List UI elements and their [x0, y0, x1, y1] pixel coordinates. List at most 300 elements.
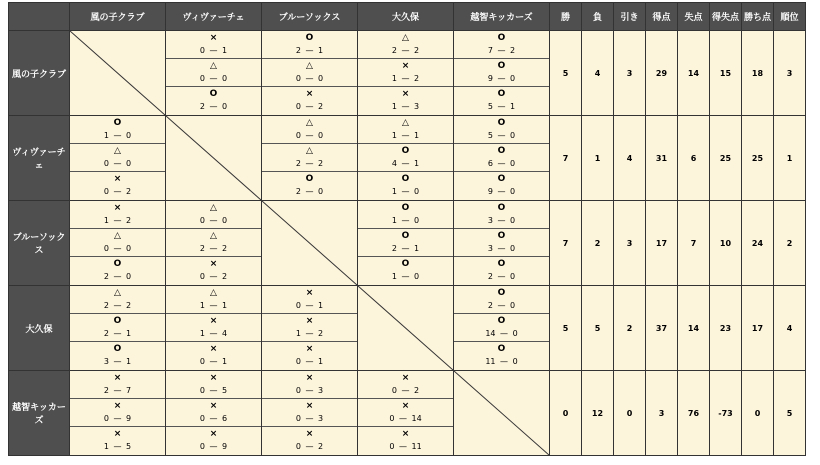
result-mark: × — [113, 373, 122, 383]
score-against: 3 — [414, 102, 420, 111]
score-for: 9 — [487, 74, 493, 83]
result-mark: △ — [210, 61, 217, 71]
score-against: 0 — [126, 159, 132, 168]
game-score — [262, 386, 357, 396]
stat-cell: 5 — [582, 286, 614, 371]
score-dash: — — [401, 244, 410, 253]
stat-cell: 25 — [742, 116, 774, 201]
score-for: 0 — [103, 187, 109, 196]
score-against: 7 — [126, 386, 132, 395]
game-score — [166, 386, 261, 396]
column-header: 大久保 — [358, 3, 454, 31]
stat-cell: 3 — [614, 31, 646, 116]
team-row — [9, 371, 806, 456]
corner-header-cell — [9, 3, 70, 31]
score-against: 0 — [126, 244, 132, 253]
game-score — [454, 357, 549, 367]
team-row — [9, 31, 806, 116]
score-dash: — — [209, 442, 218, 451]
score-against: 2 — [126, 216, 132, 225]
result-mark: O — [401, 174, 410, 184]
score-for: 0 — [103, 414, 109, 423]
column-header: 風の子クラブ — [70, 3, 166, 31]
score-dash: — — [209, 102, 218, 111]
game-result — [358, 172, 453, 200]
score-against: 0 — [414, 187, 420, 196]
game-score — [454, 102, 549, 112]
score-dash: — — [113, 187, 122, 196]
score-against: 5 — [126, 442, 132, 451]
game-score — [262, 187, 357, 197]
score-for: 5 — [487, 102, 493, 111]
score-for: 2 — [199, 102, 205, 111]
game-result — [70, 342, 165, 370]
score-for: 2 — [295, 46, 301, 55]
score-dash: — — [305, 386, 314, 395]
stat-cell: 2 — [774, 201, 806, 286]
score-dash: — — [113, 272, 122, 281]
stat-cell: 3 — [614, 201, 646, 286]
game-score — [454, 159, 549, 169]
score-for: 2 — [103, 272, 109, 281]
result-mark: △ — [402, 33, 409, 43]
score-against: 1 — [318, 301, 324, 310]
stat-cell: 5 — [550, 286, 582, 371]
game-score — [166, 46, 261, 56]
header-row — [9, 3, 806, 31]
game-score — [454, 74, 549, 84]
result-mark: × — [113, 401, 122, 411]
score-against: 2 — [318, 159, 324, 168]
result-mark: O — [209, 89, 218, 99]
team-row — [9, 286, 806, 371]
game-score — [262, 74, 357, 84]
score-against: 0 — [318, 187, 324, 196]
stat-cell: 17 — [742, 286, 774, 371]
result-mark: × — [209, 344, 218, 354]
game-result — [454, 257, 549, 285]
score-against: 2 — [510, 46, 516, 55]
score-against: 0 — [126, 131, 132, 140]
score-against: 0 — [414, 216, 420, 225]
game-result — [454, 314, 549, 342]
score-dash: — — [497, 46, 506, 55]
score-for: 0 — [295, 301, 301, 310]
stat-cell: 7 — [550, 116, 582, 201]
game-score — [166, 272, 261, 282]
score-against: 11 — [411, 442, 422, 451]
score-for: 1 — [391, 272, 397, 281]
result-mark: O — [497, 344, 506, 354]
score-against: 1 — [414, 244, 420, 253]
game-result — [358, 399, 453, 427]
score-for: 1 — [199, 329, 205, 338]
score-for: 1 — [391, 216, 397, 225]
score-against: 0 — [512, 357, 518, 366]
game-result — [358, 31, 453, 59]
game-score — [70, 159, 165, 169]
stat-cell: 7 — [550, 201, 582, 286]
score-dash: — — [113, 301, 122, 310]
stat-cell: 3 — [646, 371, 678, 456]
game-result — [454, 31, 549, 59]
score-dash: — — [398, 442, 407, 451]
stat-cell: 5 — [550, 31, 582, 116]
game-score — [166, 244, 261, 254]
game-result — [70, 286, 165, 314]
game-result — [262, 144, 357, 172]
result-mark: × — [401, 89, 410, 99]
score-dash: — — [113, 414, 122, 423]
game-result — [166, 31, 261, 59]
game-score — [358, 244, 453, 254]
column-header: 勝 — [550, 3, 582, 31]
game-score — [70, 414, 165, 424]
game-result — [262, 314, 357, 342]
column-header: 得点 — [646, 3, 678, 31]
score-dash: — — [113, 357, 122, 366]
score-against: 2 — [222, 272, 228, 281]
result-mark: △ — [306, 61, 313, 71]
game-score — [358, 216, 453, 226]
score-against: 2 — [414, 386, 420, 395]
game-score — [358, 442, 453, 452]
game-result — [262, 371, 357, 399]
column-header: 順位 — [774, 3, 806, 31]
score-for: 0 — [199, 414, 205, 423]
game-score — [166, 329, 261, 339]
stat-cell: 10 — [710, 201, 742, 286]
score-for: 2 — [295, 159, 301, 168]
result-mark: × — [305, 89, 314, 99]
game-result — [70, 399, 165, 427]
score-dash: — — [401, 386, 410, 395]
result-mark: O — [497, 316, 506, 326]
score-against: 0 — [510, 187, 516, 196]
game-result — [454, 116, 549, 144]
match-result-cell — [454, 116, 550, 201]
score-for: 5 — [487, 131, 493, 140]
stat-cell: 37 — [646, 286, 678, 371]
score-against: 2 — [318, 442, 324, 451]
score-dash: — — [113, 244, 122, 253]
score-for: 0 — [199, 216, 205, 225]
score-dash: — — [113, 329, 122, 338]
game-score — [358, 74, 453, 84]
game-result — [262, 59, 357, 87]
result-mark: × — [113, 429, 122, 439]
game-result — [166, 229, 261, 257]
score-dash: — — [305, 329, 314, 338]
score-dash: — — [500, 329, 509, 338]
score-against: 1 — [318, 357, 324, 366]
result-mark: O — [497, 61, 506, 71]
game-result — [166, 201, 261, 229]
game-result — [262, 172, 357, 200]
score-against: 0 — [222, 216, 228, 225]
result-mark: △ — [114, 288, 121, 298]
game-score — [70, 187, 165, 197]
score-dash: — — [305, 187, 314, 196]
match-result-cell — [454, 286, 550, 371]
match-result-cell — [262, 371, 358, 456]
score-dash: — — [401, 272, 410, 281]
game-score — [70, 442, 165, 452]
result-mark: × — [305, 373, 314, 383]
score-dash: — — [209, 46, 218, 55]
game-result — [454, 172, 549, 200]
result-mark: × — [209, 316, 218, 326]
score-against: 0 — [510, 272, 516, 281]
game-result — [454, 286, 549, 314]
score-dash: — — [398, 414, 407, 423]
result-mark: × — [209, 401, 218, 411]
game-score — [70, 272, 165, 282]
score-for: 1 — [103, 131, 109, 140]
game-result — [166, 427, 261, 455]
game-score — [166, 301, 261, 311]
game-result — [358, 229, 453, 257]
game-result — [166, 314, 261, 342]
result-mark: O — [401, 203, 410, 213]
score-dash: — — [497, 74, 506, 83]
score-dash: — — [209, 301, 218, 310]
stat-cell: 4 — [582, 31, 614, 116]
column-header: 越智キッカーズ — [454, 3, 550, 31]
column-header: 引き — [614, 3, 646, 31]
game-score — [454, 187, 549, 197]
score-against: 0 — [510, 216, 516, 225]
score-for: 0 — [295, 386, 301, 395]
score-for: 4 — [391, 159, 397, 168]
game-score — [358, 102, 453, 112]
score-dash: — — [305, 414, 314, 423]
score-against: 3 — [318, 386, 324, 395]
score-dash: — — [113, 216, 122, 225]
result-mark: O — [113, 118, 122, 128]
score-for: 2 — [103, 386, 109, 395]
team-name-cell: ヴィヴァーチェ — [9, 116, 70, 201]
score-dash: — — [497, 102, 506, 111]
game-result — [262, 31, 357, 59]
game-score — [70, 301, 165, 311]
score-dash: — — [113, 159, 122, 168]
column-header: 失点 — [678, 3, 710, 31]
score-dash: — — [497, 187, 506, 196]
score-against: 9 — [126, 414, 132, 423]
result-mark: △ — [402, 118, 409, 128]
game-score — [358, 386, 453, 396]
stat-cell: 5 — [774, 371, 806, 456]
stat-cell: 6 — [678, 116, 710, 201]
score-for: 1 — [103, 442, 109, 451]
stat-cell: 2 — [582, 201, 614, 286]
score-for: 2 — [391, 46, 397, 55]
score-dash: — — [497, 216, 506, 225]
score-for: 9 — [487, 187, 493, 196]
score-dash: — — [497, 131, 506, 140]
game-result — [454, 59, 549, 87]
score-dash: — — [209, 216, 218, 225]
score-for: 1 — [295, 329, 301, 338]
match-result-cell — [262, 31, 358, 116]
score-against: 0 — [510, 159, 516, 168]
score-dash: — — [305, 46, 314, 55]
score-dash: — — [209, 357, 218, 366]
score-for: 3 — [103, 357, 109, 366]
column-header: ヴィヴァーチェ — [166, 3, 262, 31]
game-result — [262, 427, 357, 455]
result-mark: O — [497, 203, 506, 213]
score-against: 2 — [414, 74, 420, 83]
game-result — [454, 87, 549, 115]
league-results-table — [8, 2, 806, 456]
stat-cell: 14 — [678, 286, 710, 371]
score-against: 2 — [414, 46, 420, 55]
self-match-cell — [262, 201, 358, 286]
game-result — [70, 427, 165, 455]
game-result — [166, 87, 261, 115]
game-score — [454, 131, 549, 141]
game-score — [70, 357, 165, 367]
score-against: 1 — [414, 131, 420, 140]
score-for: 0 — [391, 386, 397, 395]
team-row — [9, 201, 806, 286]
game-result — [262, 87, 357, 115]
score-for: 0 — [295, 131, 301, 140]
result-mark: △ — [210, 203, 217, 213]
score-against: 9 — [222, 442, 228, 451]
score-dash: — — [401, 74, 410, 83]
team-row — [9, 116, 806, 201]
match-result-cell — [166, 201, 262, 286]
result-mark: × — [113, 174, 122, 184]
column-header: 得失点 — [710, 3, 742, 31]
game-score — [262, 414, 357, 424]
score-for: 1 — [391, 187, 397, 196]
game-score — [166, 74, 261, 84]
game-result — [166, 342, 261, 370]
stat-cell: 1 — [774, 116, 806, 201]
score-dash: — — [209, 244, 218, 253]
score-against: 2 — [318, 329, 324, 338]
result-mark: × — [401, 373, 410, 383]
game-score — [454, 272, 549, 282]
score-against: 3 — [318, 414, 324, 423]
column-header: ブルーソックス — [262, 3, 358, 31]
game-result — [262, 116, 357, 144]
self-match-cell — [166, 116, 262, 201]
stat-cell: 25 — [710, 116, 742, 201]
game-score — [70, 386, 165, 396]
stat-cell: -73 — [710, 371, 742, 456]
game-score — [358, 414, 453, 424]
result-mark: O — [497, 146, 506, 156]
score-against: 1 — [126, 329, 132, 338]
game-result — [358, 371, 453, 399]
score-dash: — — [497, 301, 506, 310]
team-name-cell: ブルーソックス — [9, 201, 70, 286]
result-mark: O — [401, 231, 410, 241]
stat-cell: 12 — [582, 371, 614, 456]
self-match-cell — [70, 31, 166, 116]
game-score — [454, 216, 549, 226]
game-score — [166, 414, 261, 424]
match-result-cell — [70, 286, 166, 371]
result-mark: O — [497, 118, 506, 128]
result-mark: × — [305, 401, 314, 411]
score-against: 2 — [126, 187, 132, 196]
result-mark: × — [305, 288, 314, 298]
result-mark: O — [401, 146, 410, 156]
game-result — [166, 286, 261, 314]
score-against: 1 — [510, 102, 516, 111]
game-score — [70, 216, 165, 226]
result-mark: △ — [210, 231, 217, 241]
score-for: 7 — [487, 46, 493, 55]
score-dash: — — [209, 272, 218, 281]
score-for: 0 — [295, 74, 301, 83]
score-for: 0 — [199, 46, 205, 55]
game-score — [262, 159, 357, 169]
stat-cell: 23 — [710, 286, 742, 371]
game-score — [262, 102, 357, 112]
score-for: 11 — [485, 357, 496, 366]
score-for: 2 — [391, 244, 397, 253]
game-score — [454, 244, 549, 254]
score-against: 1 — [222, 301, 228, 310]
result-mark: × — [305, 429, 314, 439]
team-name-cell: 風の子クラブ — [9, 31, 70, 116]
result-mark: O — [497, 231, 506, 241]
score-for: 2 — [295, 187, 301, 196]
score-against: 4 — [222, 329, 228, 338]
game-score — [166, 102, 261, 112]
game-result — [70, 314, 165, 342]
score-dash: — — [497, 272, 506, 281]
score-for: 2 — [487, 301, 493, 310]
match-result-cell — [166, 371, 262, 456]
score-against: 0 — [510, 74, 516, 83]
stat-cell: 4 — [614, 116, 646, 201]
score-dash: — — [305, 442, 314, 451]
score-for: 0 — [199, 74, 205, 83]
game-result — [454, 144, 549, 172]
result-mark: O — [497, 33, 506, 43]
result-mark: × — [401, 61, 410, 71]
score-for: 3 — [487, 244, 493, 253]
result-mark: × — [209, 259, 218, 269]
stat-cell: 29 — [646, 31, 678, 116]
score-against: 0 — [318, 131, 324, 140]
score-for: 1 — [199, 301, 205, 310]
score-for: 0 — [199, 272, 205, 281]
match-result-cell — [262, 116, 358, 201]
match-result-cell — [262, 286, 358, 371]
result-mark: O — [113, 316, 122, 326]
game-result — [358, 201, 453, 229]
result-mark: O — [305, 174, 314, 184]
result-mark: O — [401, 259, 410, 269]
stat-cell: 0 — [614, 371, 646, 456]
diagonal-line — [454, 371, 549, 455]
score-dash: — — [113, 386, 122, 395]
match-result-cell — [358, 31, 454, 116]
stat-cell: 76 — [678, 371, 710, 456]
game-result — [70, 257, 165, 285]
game-result — [70, 229, 165, 257]
result-mark: O — [113, 344, 122, 354]
